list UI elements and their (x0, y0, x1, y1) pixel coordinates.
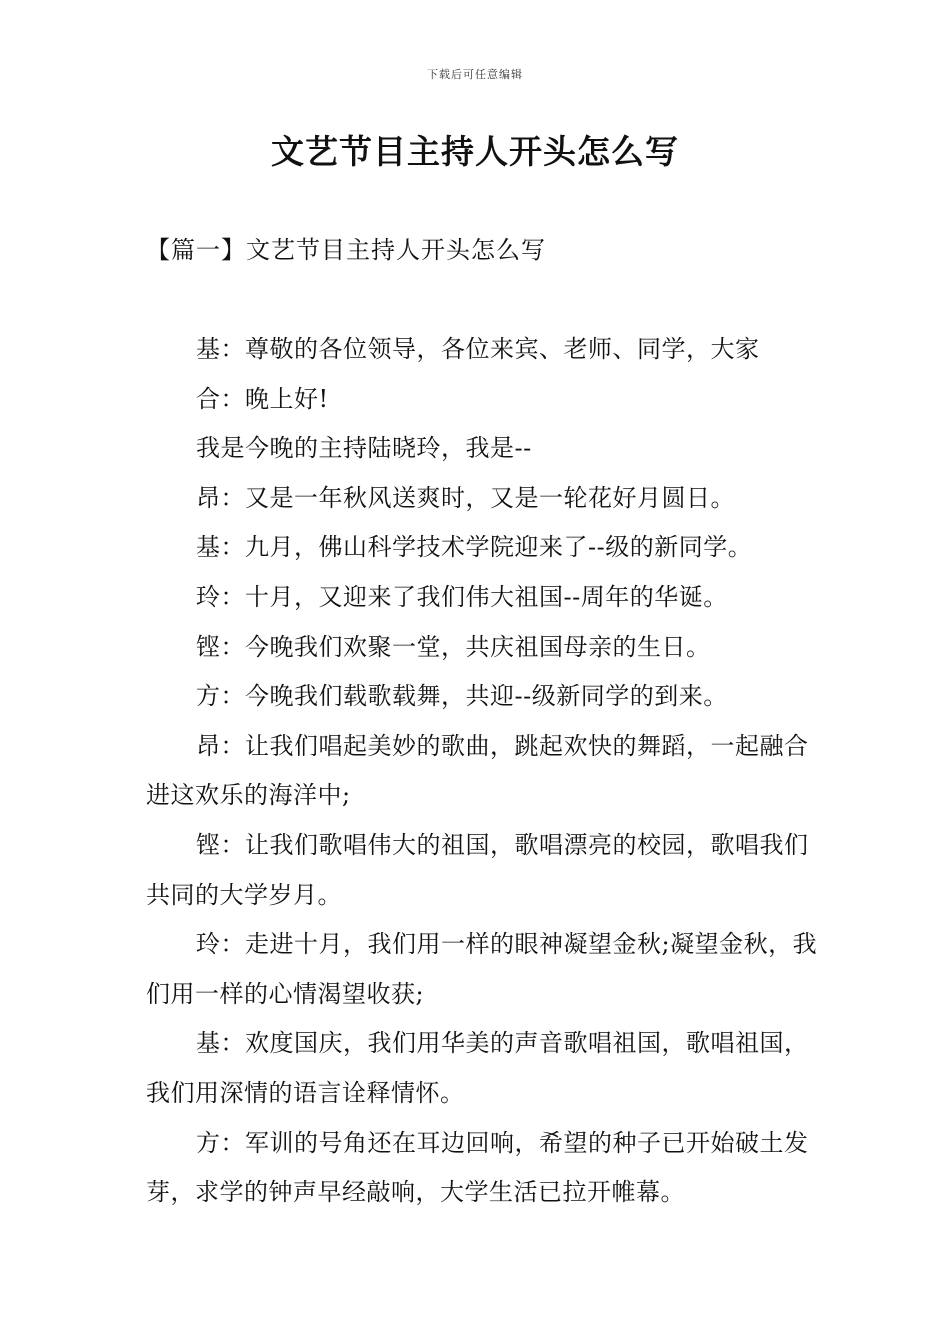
header-note: 下载后可任意编辑 (427, 68, 523, 81)
paragraph: 玲：十月，又迎来了我们伟大祖国--周年的华诞。 (196, 582, 728, 611)
document-title: 文艺节目主持人开头怎么写 (271, 132, 679, 171)
document-body (146, 325, 822, 1218)
paragraph: 铿：让我们歌唱伟大的祖国，歌唱漂亮的校园，歌唱我们共同的大学岁月。 (146, 830, 809, 909)
section-heading: 【篇一】文艺节目主持人开头怎么写 (146, 236, 546, 264)
paragraph: 基：欢度国庆，我们用华美的声音歌唱祖国，歌唱祖国，我们用深情的语言诠释情怀。 (146, 1029, 809, 1107)
paragraph: 昂：让我们唱起美妙的歌曲，跳起欢快的舞蹈，一起融合进这欢乐的海洋中; (146, 731, 809, 810)
paragraph: 基：尊敬的各位领导，各位来宾、老师、同学，大家 (196, 335, 760, 363)
paragraph: 方：军训的号角还在耳边回响，希望的种子已开始破土发芽，求学的钟声早经敲响，大学生活已拉开帷幕。 (146, 1128, 809, 1207)
paragraph: 方：今晚我们载歌载舞，共迎--级新同学的到来。 (196, 682, 728, 711)
paragraph: 玲：走进十月，我们用一样的眼神凝望金秋;凝望金秋，我们用一样的心情渴望收获; (146, 930, 818, 1008)
paragraph: 昂：又是一年秋风送爽时，又是一轮花好月圆日。 (196, 483, 735, 512)
paragraph: 基：九月，佛山科学技术学院迎来了--级的新同学。 (196, 533, 753, 562)
paragraph: 合：晚上好! (196, 384, 329, 413)
paragraph: 我是今晚的主持陆晓玲，我是-- (196, 434, 532, 463)
paragraph: 铿：今晚我们欢聚一堂，共庆祖国母亲的生日。 (196, 632, 711, 661)
